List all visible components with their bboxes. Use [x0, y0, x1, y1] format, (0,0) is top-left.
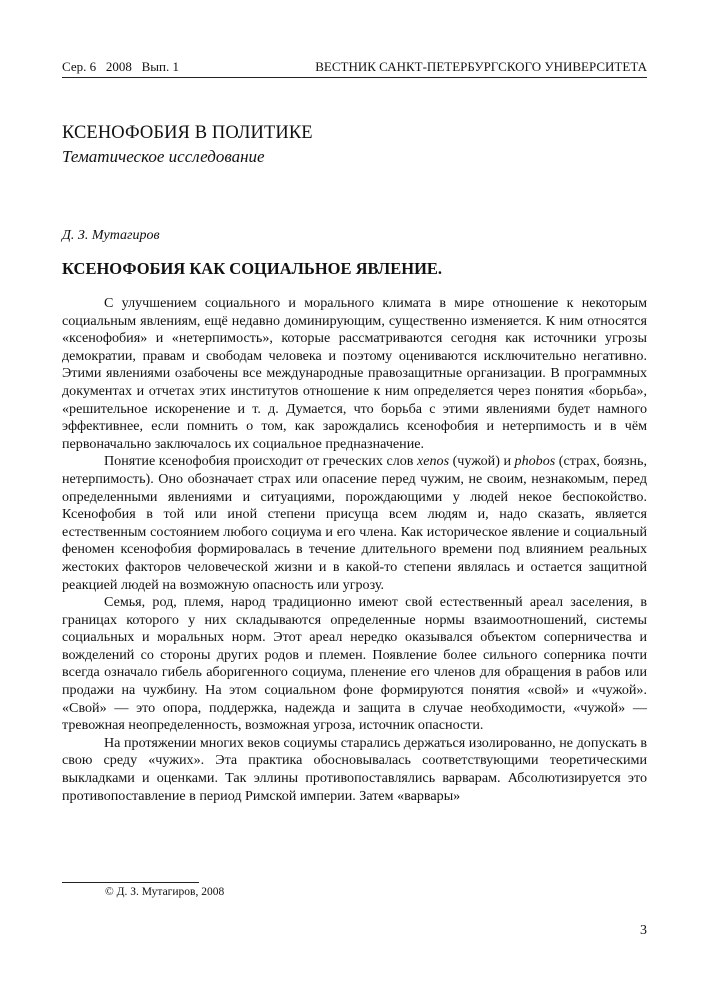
paragraph: На протяжении многих веков социумы старались держаться изолированно, не допускать в свою среду «чужих». Эта практика обосновывалась соответствующими теоретическими выкладками и оценками. Так эллины противопоставлялись варварам. Абсолютизируется это противопоставление в период Римской империи. Затем «варвары» [62, 734, 647, 804]
paragraph-text: (страх, боязнь, нетерпимость). Оно обозначает страх или опасение перед чужим, не своим, незнакомым, перед определенными явлениями и ситуациями, порождающими у людей некое беспокойство. Ксенофобия в той или иной степени присуща всем людям и, надо сказать, является естественным состоянием любого социума и его члена. Как историческое явление и социальный феномен ксенофобия формировалась в течение длительного времени под влиянием реальных жестоких факторов человеческой жизни и в какой-то степени являлась и остается защитной реакцией людей на возможную опасность или угрозу. [62, 453, 647, 593]
paragraph-text: (чужой) и [449, 453, 515, 470]
copyright-footnote: © Д. З. Мутагиров, 2008 [105, 886, 225, 898]
paragraph-text: Понятие ксенофобия происходит от греческих слов [104, 453, 417, 470]
article-author: Д. З. Мутагиров [62, 228, 160, 243]
running-header [62, 59, 647, 75]
section-title: КСЕНОФОБИЯ В ПОЛИТИКЕ [62, 123, 313, 143]
header-rule [62, 77, 647, 78]
term-xenos: xenos [416, 453, 450, 470]
article-body [62, 295, 647, 805]
journal-series-info: Сер. 6 2008 Вып. 1 [62, 59, 179, 74]
paragraph: С улучшением социального и морального климата в мире отношение к некоторым социальным явлениям, ещё недавно доминирующим, существенно изменяется. К ним относятся «ксенофобия» и «нетерпимость», которые рассматриваются сегодня как источники угрозы демократии, правам и свободам человека и поэтому оцениваются исключительно негативно. Этими явлениями озабочены все международные правозащитные организации. В программных документах и отчетах этих институтов отношение к ним определяется через понятия «борьба», «решительное искоренение и т. д. Думается, что борьба с этими явлениями будет намного эффективнее, если помнить о том, как зарождались ксенофобия и нетерпимость и в чём первоначально заключалось их социальное предназначение. [62, 295, 647, 452]
footnote-rule [62, 882, 199, 883]
term-phobos: phobos [514, 453, 556, 470]
article-title: КСЕНОФОБИЯ КАК СОЦИАЛЬНОЕ ЯВЛЕНИЕ. [62, 259, 443, 278]
section-subtitle: Тематическое исследование [62, 147, 265, 166]
paragraph [62, 453, 647, 594]
journal-name: ВЕСТНИК САНКТ-ПЕТЕРБУРГСКОГО УНИВЕРСИТЕТА [315, 59, 647, 74]
paragraph: Семья, род, племя, народ традиционно имеют свой естественный ареал заселения, в границах которого у них складываются определенные нормы взаимоотношений, системы социальных и моральных норм. Этот ареал нередко оказывался объектом соперничества и вожделений со стороны других родов и племен. Появление более сильного соперника почти всегда означало гибель аборигенного социума, пленение его членов для обращения в рабов или продажи на чужбину. На этом социальном фоне формируются понятия «свой» и «чужой». «Свой» — это опора, поддержка, надежда и защита в случае необходимости, «чужой» — тревожная неопределенность, возможная угроза, источник опасности. [62, 594, 647, 734]
page-number: 3 [640, 923, 647, 938]
